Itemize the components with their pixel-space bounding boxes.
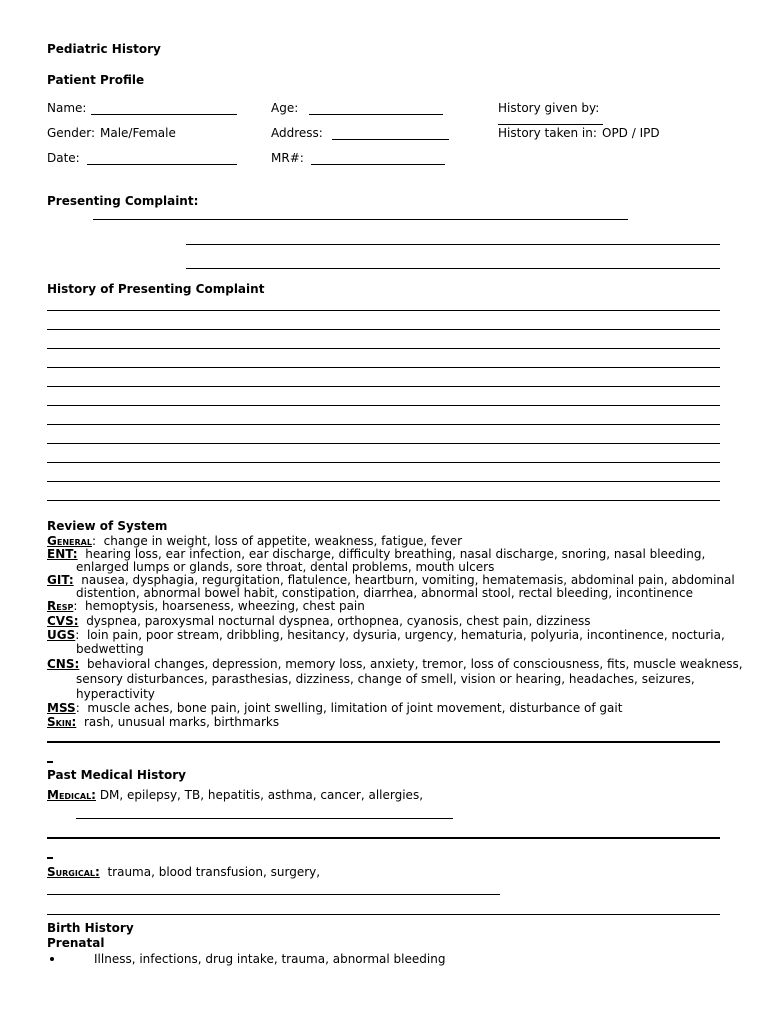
- hopc-heading: History of Presenting Complaint: [47, 282, 265, 296]
- ros-label: Resp: [47, 599, 74, 613]
- pmh-heading: Past Medical History: [47, 768, 186, 782]
- age-label: Age:: [271, 101, 299, 115]
- hopc-line[interactable]: [47, 424, 720, 425]
- ros-heading: Review of System: [47, 519, 168, 533]
- hopc-line[interactable]: [47, 405, 720, 406]
- name-field[interactable]: [91, 114, 237, 115]
- ros-item-mss: MSS: muscle aches, bone pain, joint swelling, limitation of joint movement, disturbance of gait: [47, 701, 623, 715]
- ros-label: GIT:: [47, 573, 74, 587]
- hopc-line[interactable]: [47, 310, 720, 311]
- patient-profile-heading: Patient Profile: [47, 73, 145, 87]
- birth-history-heading: Birth History: [47, 921, 134, 935]
- ros-text: hearing loss, ear infection, ear discharge, difficulty breathing, nasal discharge, snoring, nasal bleeding,: [85, 547, 706, 561]
- medical-text: DM, epilepsy, TB, hepatitis, asthma, cancer, allergies,: [99, 788, 424, 802]
- ros-text: loin pain, poor stream, dribbling, hesitancy, dysuria, urgency, hematuria, polyuria, incontinence, nocturia,: [86, 628, 725, 642]
- surgical-notes-line[interactable]: [47, 914, 720, 915]
- medical-line[interactable]: [76, 818, 453, 819]
- history-given-field[interactable]: [498, 124, 603, 125]
- ros-text: enlarged lumps or glands, sore throat, dental problems, mouth ulcers: [76, 560, 495, 574]
- hopc-line[interactable]: [47, 443, 720, 444]
- hopc-line[interactable]: [47, 329, 720, 330]
- ros-text: distention, abnormal bowel habit, constipation, diarrhea, abnormal stool, rectal bleeding, incontinence: [76, 586, 693, 600]
- ros-notes-line[interactable]: [47, 741, 720, 743]
- ros-label: ENT:: [47, 547, 78, 561]
- hopc-line[interactable]: [47, 481, 720, 482]
- ros-text: nausea, dysphagia, regurgitation, flatulence, heartburn, vomiting, hematemasis, abdominal pain, abdominal: [81, 573, 735, 587]
- history-given-label: History given by:: [498, 101, 600, 115]
- ros-item-general: General: change in weight, loss of appetite, weakness, fatigue, fever: [47, 534, 463, 548]
- ros-label: Skin:: [47, 715, 77, 729]
- pmh-surgical: [47, 865, 320, 879]
- presenting-complaint-heading: Presenting Complaint:: [47, 194, 199, 208]
- prenatal-heading: Prenatal: [47, 936, 105, 950]
- ros-text: rash, unusual marks, birthmarks: [83, 715, 280, 729]
- ros-label: CNS:: [47, 657, 80, 671]
- presenting-complaint-line[interactable]: [186, 244, 720, 245]
- hopc-line[interactable]: [47, 348, 720, 349]
- mr-label: MR#:: [271, 151, 304, 165]
- ros-text: behavioral changes, depression, memory loss, anxiety, tremor, loss of consciousness, fits, muscle weakness,: [86, 657, 743, 671]
- history-taken-value: OPD / IPD: [602, 126, 660, 140]
- ros-text: bedwetting: [76, 642, 144, 656]
- medical-label: Medical:: [47, 788, 96, 802]
- pmh-medical: [47, 788, 423, 802]
- ros-label: UGS: [47, 628, 76, 642]
- ros-text: dyspnea, paroxysmal nocturnal dyspnea, orthopnea, cyanosis, chest pain, dizziness: [86, 614, 591, 628]
- hopc-line[interactable]: [47, 500, 720, 501]
- surgical-text: trauma, blood transfusion, surgery,: [107, 865, 321, 879]
- hopc-line[interactable]: [47, 367, 720, 368]
- ros-text: sensory disturbances, parasthesias, dizziness, change of smell, vision or hearing, headaches, seizures,: [76, 672, 695, 686]
- ros-label: CVS:: [47, 614, 79, 628]
- gender-label: Gender:: [47, 126, 96, 140]
- date-field[interactable]: [87, 164, 237, 165]
- ros-item-cns: [47, 657, 743, 671]
- name-label: Name:: [47, 101, 87, 115]
- ros-item-ugs: UGS: loin pain, poor stream, dribbling, hesitancy, dysuria, urgency, hematuria, polyuria, incontinence, nocturia,: [47, 628, 725, 642]
- ros-text: hemoptysis, hoarseness, wheezing, chest pain: [85, 599, 365, 613]
- ros-notes-line-end: [47, 761, 53, 763]
- history-taken-label: History taken in:: [498, 126, 597, 140]
- surgical-line[interactable]: [47, 894, 500, 895]
- ros-item-ent: [47, 547, 705, 561]
- presenting-complaint-line[interactable]: [93, 219, 628, 220]
- hopc-line[interactable]: [47, 462, 720, 463]
- prenatal-bullet-text: Illness, infections, drug intake, trauma, abnormal bleeding: [94, 952, 446, 966]
- ros-text: change in weight, loss of appetite, weakness, fatigue, fever: [103, 534, 463, 548]
- medical-notes-line[interactable]: [47, 837, 720, 839]
- ros-label: MSS: [47, 701, 76, 715]
- presenting-complaint-line[interactable]: [186, 268, 720, 269]
- ros-item-skin: [47, 715, 279, 729]
- ros-text: hyperactivity: [76, 687, 155, 701]
- gender-value: Male/Female: [100, 126, 176, 140]
- ros-item-git: [47, 573, 735, 587]
- medical-notes-line-end: [47, 857, 53, 859]
- address-label: Address:: [271, 126, 323, 140]
- page-title: Pediatric History: [47, 42, 161, 56]
- address-field[interactable]: [332, 139, 449, 140]
- ros-item-cvs: [47, 614, 591, 628]
- date-label: Date:: [47, 151, 80, 165]
- ros-label: General: [47, 534, 92, 548]
- ros-text: muscle aches, bone pain, joint swelling, limitation of joint movement, disturbance of gait: [87, 701, 623, 715]
- surgical-label: Surgical:: [47, 865, 100, 879]
- age-field[interactable]: [309, 114, 443, 115]
- hopc-line[interactable]: [47, 386, 720, 387]
- ros-item-resp: Resp: hemoptysis, hoarseness, wheezing, chest pain: [47, 599, 365, 613]
- bullet-dot-icon: [50, 957, 54, 961]
- mr-field[interactable]: [311, 164, 445, 165]
